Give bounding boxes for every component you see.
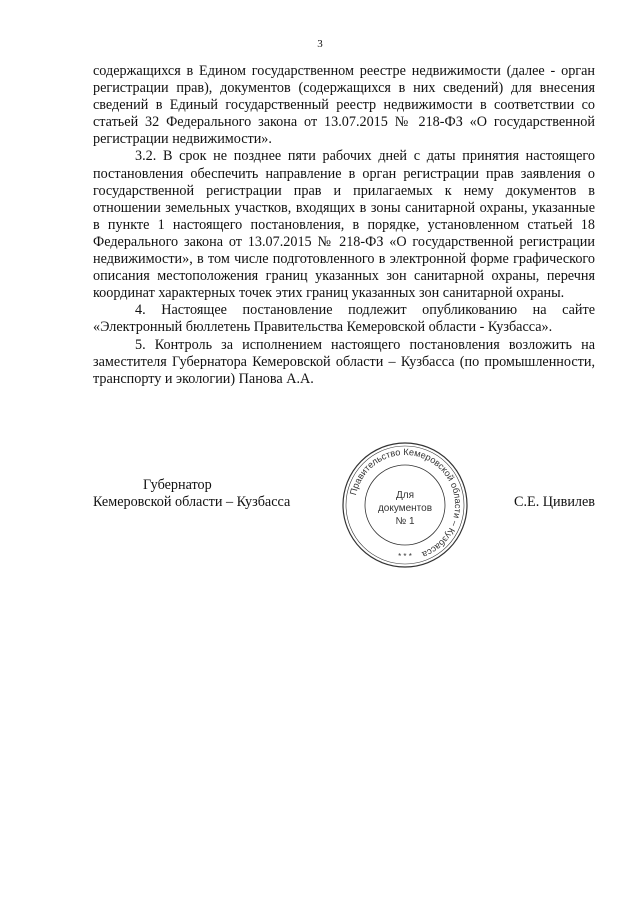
signatory-position [93, 477, 323, 511]
paragraph-continuation: содержащихся в Едином государственном реестре недвижимости (далее - орган регистрации прав), документов (содержащихся в них сведений) для внесения сведений в Единый государственный реестр недвижимости в соответствии со статьей 32 Федерального закона от 13.07.2015 № 218-ФЗ «О государственной регистрации недвижимости». [93, 63, 595, 148]
seal-stars: * * * [398, 552, 412, 561]
signatory-region: Кемеровской области – Кузбасса [93, 494, 291, 511]
seal-center-line1: Для [395, 490, 415, 501]
page-number: 3 [317, 38, 323, 50]
seal-ring-text: Правительство Кемеровской области – Кузбасса [348, 446, 464, 560]
seal-center-line3: № 1 [395, 516, 415, 527]
paragraph-4: 4. Настоящее постановление подлежит опубликованию на сайте «Электронный бюллетень Правительства Кемеровской области - Кузбасса». [93, 302, 595, 336]
paragraph-3-2: 3.2. В срок не позднее пяти рабочих дней с даты принятия настоящего постановления обеспечить направление в орган регистрации прав заявления о государственной регистрации прав и прилагаемых к нему документов в отношении земельных участков, входящих в зоны санитарной охраны, указанные в пункте 1 настоящего постановления, в порядке, установленном статьей 18 Федерального закона от 13.07.2015 № 218-ФЗ «О государственной регистрации недвижимости», в том числе подготовленного в электронной форме графического описания местоположения границ указанных зон санитарной охраны, перечня координат характерных точек этих границ указанных зон санитарной охраны. [93, 148, 595, 302]
signatory-name: С.Е. Цивилев [514, 494, 595, 510]
seal-center-line2: документов [377, 503, 433, 514]
paragraph-5: 5. Контроль за исполнением настоящего постановления возложить на заместителя Губернатора Кемеровской области – Кузбасса (по промышленности, транспорту и экологии) Панова А.А. [93, 336, 595, 387]
signature-block [0, 477, 640, 597]
signatory-title: Губернатор [143, 477, 212, 493]
official-seal-stamp [340, 440, 470, 570]
document-body [93, 63, 595, 388]
